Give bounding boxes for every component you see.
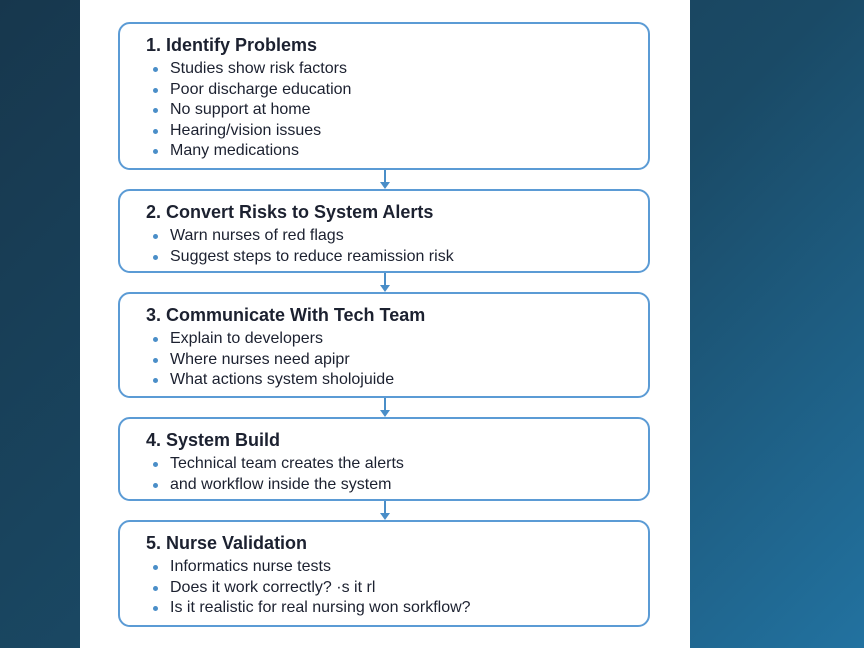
bullet-dot [153, 67, 158, 72]
step-box-nurse-validation [118, 520, 650, 627]
list-item [146, 475, 648, 496]
arrow-down-icon [379, 398, 391, 418]
list-item [146, 100, 648, 121]
step-box-identify-problems [118, 22, 650, 170]
bullet-dot [153, 565, 158, 570]
step-box-system-build [118, 417, 650, 501]
bullet-list [146, 454, 648, 495]
list-item [146, 247, 648, 268]
step-title: 4. System Build [146, 430, 281, 450]
list-item [146, 59, 648, 80]
bullet-dot [153, 378, 158, 383]
list-item [146, 350, 648, 371]
step-box-communicate-tech-team [118, 292, 650, 398]
bullet-text: Poor discharge education [170, 80, 352, 98]
bullet-text: Technical team creates the alerts [170, 455, 404, 472]
bullet-text: Explain to developers [170, 330, 323, 347]
step-title: 5. Nurse Validation [146, 533, 308, 553]
list-item [146, 578, 648, 599]
bullet-list [146, 226, 648, 267]
bullet-text: Does it work correctly? ·s it rl [170, 578, 376, 596]
bullet-text: Warn nurses of red flags [170, 227, 344, 244]
bullet-dot [153, 149, 158, 154]
bullet-dot [153, 337, 158, 342]
bullet-dot [153, 255, 158, 260]
list-item [146, 329, 648, 350]
bullet-list [146, 59, 648, 162]
bullet-list [146, 557, 648, 619]
bullet-text: Many medications [170, 142, 299, 159]
bullet-dot [153, 88, 158, 93]
list-item [146, 80, 648, 101]
step-title: 1. Identify Problems [146, 35, 318, 55]
list-item [146, 370, 648, 391]
bullet-text: Is it realistic for real nursing won sorkflow? [170, 599, 471, 616]
bullet-dot [153, 586, 158, 591]
bullet-text: Hearing/vision issues [170, 121, 322, 139]
bullet-dot [153, 606, 158, 611]
bullet-text: Where nurses need apipr [170, 350, 350, 368]
step-box-convert-risks [118, 189, 650, 273]
list-item [146, 598, 648, 619]
list-item [146, 141, 648, 162]
bullet-list [146, 329, 648, 391]
arrow-down-icon [379, 170, 391, 190]
bullet-dot [153, 129, 158, 134]
list-item [146, 454, 648, 475]
bullet-text: Studies show risk factors [170, 60, 347, 77]
bullet-dot [153, 234, 158, 239]
bullet-text: and workflow inside the system [170, 475, 392, 493]
list-item [146, 121, 648, 142]
bullet-dot [153, 358, 158, 363]
bullet-dot [153, 108, 158, 113]
step-title: 3. Communicate With Tech Team [146, 305, 426, 325]
bullet-dot [153, 462, 158, 467]
bullet-dot [153, 483, 158, 488]
arrow-down-icon [379, 273, 391, 293]
bullet-text: No support at home [170, 101, 311, 118]
list-item [146, 557, 648, 578]
bullet-text: What actions system sholojuide [170, 371, 395, 388]
list-item [146, 226, 648, 247]
bullet-text: Suggest steps to reduce reamission risk [170, 247, 454, 265]
bullet-text: Informatics nurse tests [170, 558, 331, 575]
step-title: 2. Convert Risks to System Alerts [146, 202, 434, 222]
arrow-down-icon [379, 501, 391, 521]
